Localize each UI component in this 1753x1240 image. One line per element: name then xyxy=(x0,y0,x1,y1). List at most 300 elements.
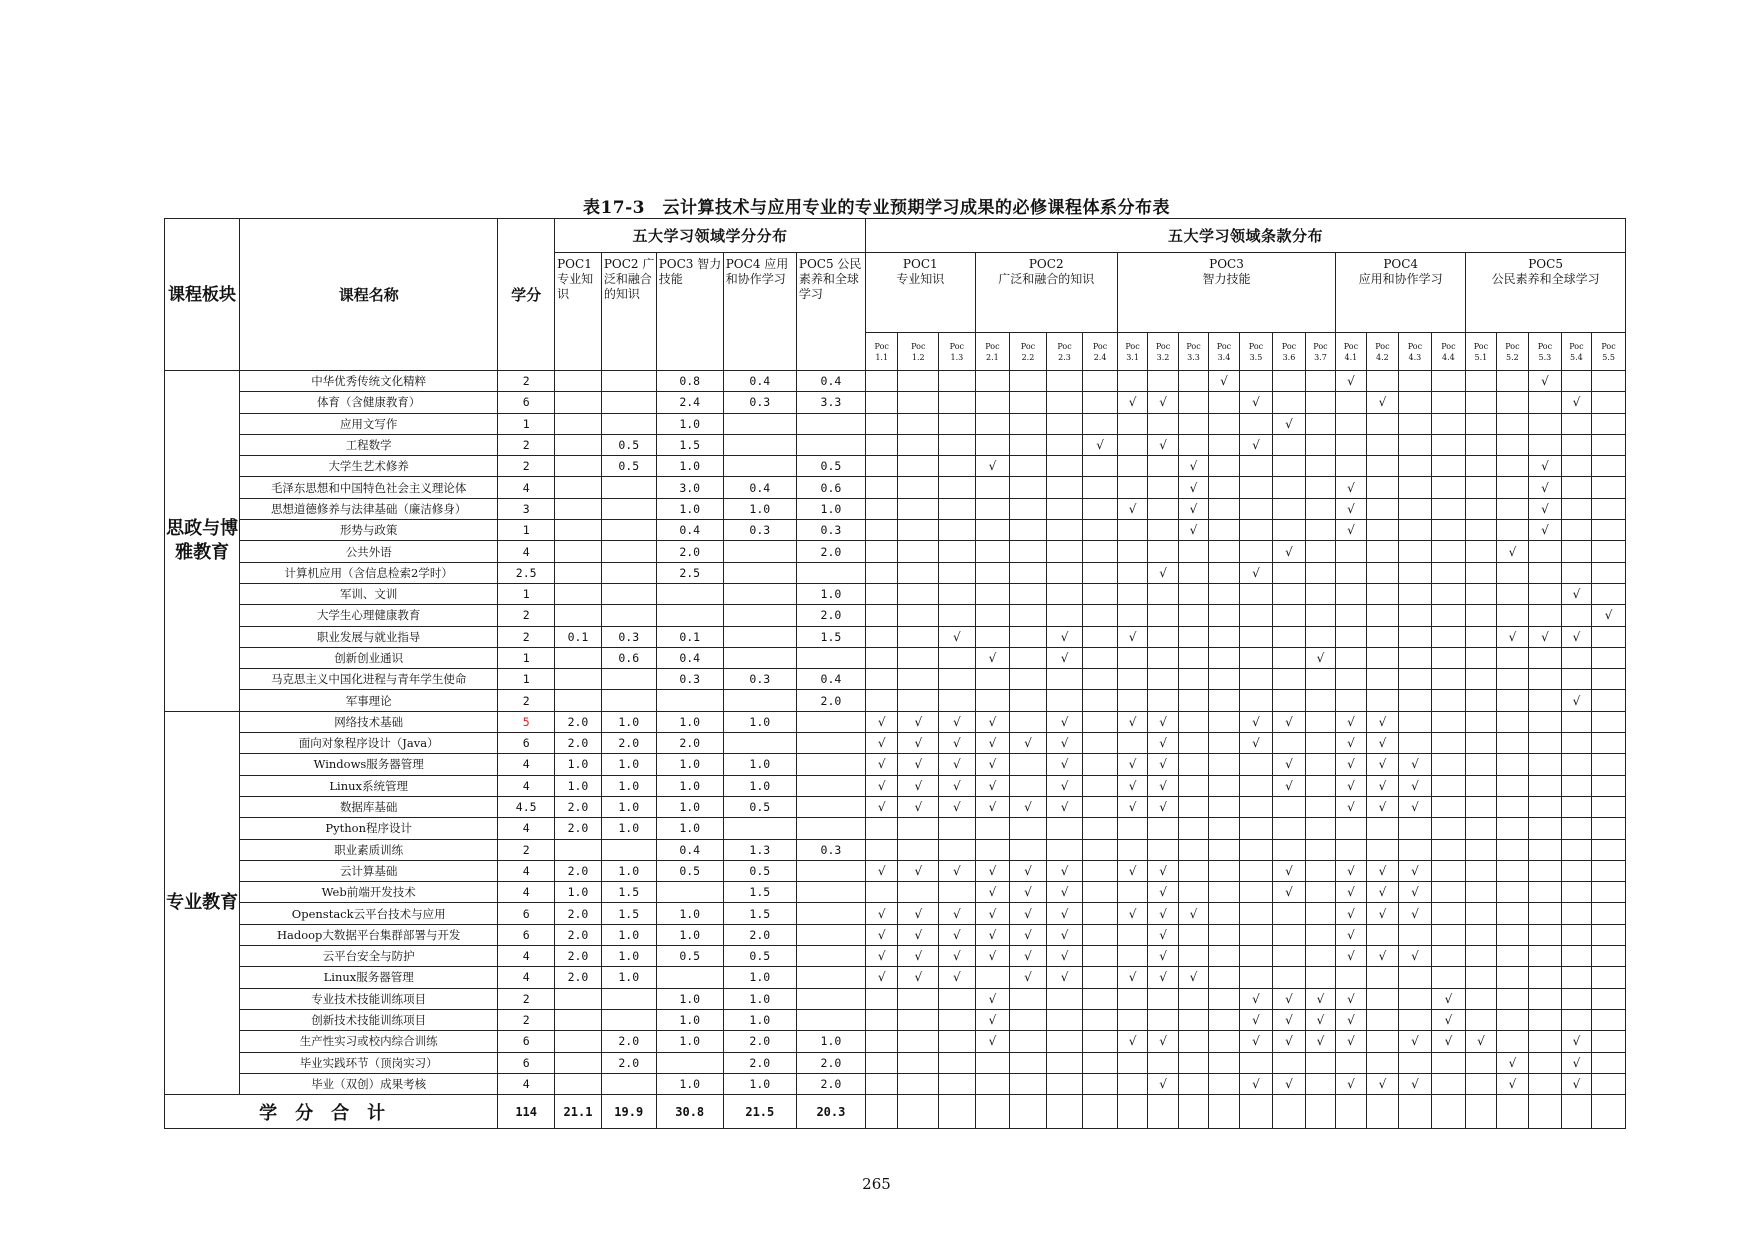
course-name-cell: Windows服务器管理 xyxy=(240,754,498,775)
clause-cell xyxy=(1209,967,1239,988)
clause-cell xyxy=(1046,583,1083,604)
clause-cell xyxy=(1273,626,1306,647)
table-row xyxy=(165,946,1626,967)
domain-credit-cell: 1.0 xyxy=(656,775,723,796)
clause-cell xyxy=(1083,903,1118,924)
clause-cell xyxy=(1431,434,1466,455)
clause-cell xyxy=(1366,669,1399,690)
clause-cell xyxy=(1592,796,1626,817)
clause-cell xyxy=(865,1073,898,1094)
clause-check-cell: √ xyxy=(975,1009,1010,1030)
clause-check-cell: √ xyxy=(939,711,976,732)
header-clause-item: Poc 3.3 xyxy=(1178,333,1208,371)
clause-check-cell: √ xyxy=(1561,690,1591,711)
clause-check-cell: √ xyxy=(975,924,1010,945)
clause-check-cell: √ xyxy=(1046,924,1083,945)
clause-cell xyxy=(1239,946,1273,967)
clause-cell xyxy=(1046,413,1083,434)
clause-cell xyxy=(1496,1031,1529,1052)
clause-cell xyxy=(1239,754,1273,775)
clause-check-cell: √ xyxy=(939,626,976,647)
clause-cell xyxy=(1592,498,1626,519)
total-clause-cell xyxy=(1592,1095,1626,1129)
clause-cell xyxy=(1529,839,1562,860)
clause-cell xyxy=(1466,924,1496,945)
clause-cell xyxy=(1178,647,1208,668)
clause-cell xyxy=(1431,775,1466,796)
clause-cell xyxy=(1561,988,1591,1009)
domain-credit-cell: 1.0 xyxy=(723,754,796,775)
clause-cell xyxy=(1148,690,1178,711)
clause-cell xyxy=(1083,818,1118,839)
clause-check-cell: √ xyxy=(1336,371,1366,392)
clause-cell xyxy=(1117,647,1147,668)
clause-cell xyxy=(1010,754,1047,775)
domain-credit-cell: 1.0 xyxy=(723,967,796,988)
clause-cell xyxy=(1117,434,1147,455)
clause-check-cell: √ xyxy=(865,733,898,754)
clause-cell xyxy=(898,583,939,604)
clause-cell xyxy=(1239,456,1273,477)
domain-credit-cell: 0.4 xyxy=(723,477,796,498)
domain-credit-cell xyxy=(796,924,865,945)
clause-check-cell: √ xyxy=(865,924,898,945)
domain-credit-cell: 2.0 xyxy=(601,1031,656,1052)
credits-cell: 4 xyxy=(498,967,555,988)
clause-cell xyxy=(1529,903,1562,924)
domain-credit-cell xyxy=(796,796,865,817)
total-clause-cell xyxy=(1209,1095,1239,1129)
clause-check-cell: √ xyxy=(1336,711,1366,732)
clause-cell xyxy=(865,1052,898,1073)
course-name-cell: 创新创业通识 xyxy=(240,647,498,668)
clause-cell xyxy=(1592,456,1626,477)
domain-credit-cell: 0.3 xyxy=(796,839,865,860)
clause-cell xyxy=(1010,392,1047,413)
clause-cell xyxy=(1529,860,1562,881)
clause-cell xyxy=(1592,583,1626,604)
clause-cell xyxy=(1209,818,1239,839)
clause-cell xyxy=(865,1031,898,1052)
domain-credit-cell: 0.6 xyxy=(601,647,656,668)
clause-cell xyxy=(975,690,1010,711)
course-name-cell: 数据库基础 xyxy=(240,796,498,817)
clause-cell xyxy=(1466,967,1496,988)
clause-cell xyxy=(1592,988,1626,1009)
clause-cell xyxy=(1010,456,1047,477)
clause-cell xyxy=(1592,733,1626,754)
credits-cell: 4 xyxy=(498,775,555,796)
clause-check-cell: √ xyxy=(1561,1052,1591,1073)
domain-credit-cell xyxy=(723,562,796,583)
clause-cell xyxy=(1178,988,1208,1009)
clause-cell xyxy=(1561,371,1591,392)
clause-cell xyxy=(1466,669,1496,690)
clause-cell xyxy=(1305,775,1335,796)
clause-cell xyxy=(1466,733,1496,754)
clause-check-cell: √ xyxy=(898,924,939,945)
clause-cell xyxy=(1466,903,1496,924)
domain-credit-cell: 2.0 xyxy=(796,690,865,711)
clause-check-cell: √ xyxy=(1046,711,1083,732)
domain-credit-cell xyxy=(723,733,796,754)
clause-cell xyxy=(939,477,976,498)
clause-cell xyxy=(1148,520,1178,541)
clause-cell xyxy=(1273,647,1306,668)
total-clause-cell xyxy=(939,1095,976,1129)
domain-credit-cell xyxy=(656,690,723,711)
clause-cell xyxy=(1178,605,1208,626)
domain-credit-cell: 2.0 xyxy=(601,733,656,754)
clause-cell xyxy=(1083,988,1118,1009)
clause-cell xyxy=(1046,988,1083,1009)
clause-cell xyxy=(939,1031,976,1052)
domain-credit-cell: 0.3 xyxy=(723,520,796,541)
header-clause-domain: POC2 广泛和融合的知识 xyxy=(975,253,1117,333)
clause-cell xyxy=(1399,498,1432,519)
clause-cell xyxy=(975,967,1010,988)
clause-cell xyxy=(1046,477,1083,498)
clause-cell xyxy=(1117,456,1147,477)
clause-cell xyxy=(1083,520,1118,541)
clause-check-cell: √ xyxy=(1366,903,1399,924)
domain-credit-cell xyxy=(601,1009,656,1030)
clause-cell xyxy=(1561,669,1591,690)
clause-cell xyxy=(1496,818,1529,839)
clause-cell xyxy=(1466,562,1496,583)
clause-cell xyxy=(1010,1052,1047,1073)
domain-credit-cell xyxy=(601,562,656,583)
domain-credit-cell: 1.0 xyxy=(601,924,656,945)
clause-check-cell: √ xyxy=(1273,1031,1306,1052)
clause-cell xyxy=(939,690,976,711)
domain-credit-cell xyxy=(796,733,865,754)
clause-cell xyxy=(1366,690,1399,711)
clause-cell xyxy=(1529,413,1562,434)
clause-cell xyxy=(1592,860,1626,881)
domain-credit-cell: 1.0 xyxy=(723,1073,796,1094)
clause-cell xyxy=(865,818,898,839)
domain-credit-cell: 0.5 xyxy=(656,860,723,881)
clause-check-cell: √ xyxy=(865,946,898,967)
clause-cell xyxy=(1431,562,1466,583)
clause-check-cell: √ xyxy=(1010,882,1047,903)
clause-cell xyxy=(1209,839,1239,860)
clause-check-cell: √ xyxy=(1399,1073,1432,1094)
clause-cell xyxy=(1239,605,1273,626)
clause-cell xyxy=(1083,733,1118,754)
domain-credit-cell: 1.0 xyxy=(723,775,796,796)
clause-cell xyxy=(1273,818,1306,839)
clause-cell xyxy=(1561,946,1591,967)
domain-credit-cell xyxy=(723,541,796,562)
clause-cell xyxy=(1239,498,1273,519)
clause-cell xyxy=(1046,392,1083,413)
header-clause-item: Poc 3.4 xyxy=(1209,333,1239,371)
clause-cell xyxy=(1083,1073,1118,1094)
clause-cell xyxy=(1178,690,1208,711)
clause-cell xyxy=(1209,605,1239,626)
clause-cell xyxy=(1592,967,1626,988)
clause-cell xyxy=(1178,1031,1208,1052)
clause-check-cell: √ xyxy=(1178,520,1208,541)
course-name-cell: 体育（含健康教育） xyxy=(240,392,498,413)
clause-cell xyxy=(1336,434,1366,455)
table-row xyxy=(165,690,1626,711)
domain-credit-cell: 1.0 xyxy=(601,775,656,796)
clause-cell xyxy=(1336,456,1366,477)
clause-check-cell: √ xyxy=(1148,903,1178,924)
clause-check-cell: √ xyxy=(1117,1031,1147,1052)
table-row xyxy=(165,392,1626,413)
clause-check-cell: √ xyxy=(1336,754,1366,775)
clause-check-cell: √ xyxy=(1239,1031,1273,1052)
clause-check-cell: √ xyxy=(975,456,1010,477)
clause-cell xyxy=(1010,520,1047,541)
clause-check-cell: √ xyxy=(1273,775,1306,796)
domain-credit-cell: 0.5 xyxy=(796,456,865,477)
table-row xyxy=(165,733,1626,754)
clause-cell xyxy=(975,413,1010,434)
clause-cell xyxy=(1083,860,1118,881)
clause-check-cell: √ xyxy=(1399,903,1432,924)
clause-cell xyxy=(1431,1073,1466,1094)
clause-check-cell: √ xyxy=(975,754,1010,775)
clause-cell xyxy=(1273,583,1306,604)
clause-cell xyxy=(939,583,976,604)
domain-credit-cell: 1.5 xyxy=(601,882,656,903)
clause-cell xyxy=(1466,988,1496,1009)
domain-credit-cell: 1.0 xyxy=(656,1031,723,1052)
clause-check-cell: √ xyxy=(1010,860,1047,881)
domain-credit-cell xyxy=(555,520,602,541)
table-row xyxy=(165,1052,1626,1073)
domain-credit-cell xyxy=(723,605,796,626)
clause-check-cell: √ xyxy=(1366,946,1399,967)
clause-cell xyxy=(1399,1052,1432,1073)
clause-check-cell: √ xyxy=(1336,477,1366,498)
clause-check-cell: √ xyxy=(1496,541,1529,562)
clause-cell xyxy=(975,392,1010,413)
clause-cell xyxy=(1431,541,1466,562)
header-clause-item: Poc 3.2 xyxy=(1148,333,1178,371)
clause-cell xyxy=(1273,392,1306,413)
clause-cell xyxy=(898,882,939,903)
clause-cell xyxy=(1010,690,1047,711)
domain-credit-cell: 2.5 xyxy=(656,562,723,583)
credits-cell: 4 xyxy=(498,818,555,839)
clause-cell xyxy=(1592,1052,1626,1073)
domain-credit-cell: 1.0 xyxy=(601,754,656,775)
clause-cell xyxy=(1178,839,1208,860)
clause-cell xyxy=(1529,647,1562,668)
domain-credit-cell: 1.0 xyxy=(601,860,656,881)
clause-cell xyxy=(1305,733,1335,754)
clause-cell xyxy=(1083,541,1118,562)
domain-credit-cell: 2.0 xyxy=(796,1052,865,1073)
clause-check-cell: √ xyxy=(975,733,1010,754)
domain-credit-cell xyxy=(796,882,865,903)
clause-cell xyxy=(1561,860,1591,881)
clause-cell xyxy=(1273,796,1306,817)
clause-check-cell: √ xyxy=(1046,946,1083,967)
clause-cell xyxy=(1592,882,1626,903)
clause-check-cell: √ xyxy=(1046,775,1083,796)
clause-cell xyxy=(1431,371,1466,392)
clause-check-cell: √ xyxy=(1431,988,1466,1009)
clause-cell xyxy=(898,413,939,434)
header-row-groups xyxy=(165,219,1626,253)
clause-check-cell: √ xyxy=(1178,477,1208,498)
table-row xyxy=(165,541,1626,562)
clause-check-cell: √ xyxy=(1117,775,1147,796)
clause-check-cell: √ xyxy=(1366,796,1399,817)
domain-credit-cell: 0.3 xyxy=(723,669,796,690)
header-credit-domain: POC2 广泛和融合的知识 xyxy=(601,253,656,371)
domain-credit-cell: 1.0 xyxy=(601,818,656,839)
clause-check-cell: √ xyxy=(1046,796,1083,817)
domain-credit-cell: 3.3 xyxy=(796,392,865,413)
clause-cell xyxy=(865,882,898,903)
clause-cell xyxy=(1239,520,1273,541)
table-row xyxy=(165,839,1626,860)
clause-check-cell: √ xyxy=(865,775,898,796)
clause-check-cell: √ xyxy=(1117,392,1147,413)
clause-check-cell: √ xyxy=(1273,1009,1306,1030)
domain-credit-cell: 2.0 xyxy=(555,818,602,839)
table-row xyxy=(165,669,1626,690)
clause-cell xyxy=(1273,434,1306,455)
clause-cell xyxy=(975,839,1010,860)
clause-cell xyxy=(1431,946,1466,967)
clause-check-cell: √ xyxy=(1336,903,1366,924)
clause-cell xyxy=(1083,477,1118,498)
domain-credit-cell xyxy=(796,903,865,924)
clause-cell xyxy=(1399,690,1432,711)
clause-cell xyxy=(1273,839,1306,860)
domain-credit-cell xyxy=(601,477,656,498)
clause-check-cell: √ xyxy=(1273,754,1306,775)
clause-cell xyxy=(1083,1052,1118,1073)
clause-cell xyxy=(1592,754,1626,775)
total-clause-cell xyxy=(1366,1095,1399,1129)
clause-cell xyxy=(1305,371,1335,392)
domain-credit-cell: 1.0 xyxy=(656,988,723,1009)
table-row xyxy=(165,711,1626,732)
domain-credit-cell: 1.0 xyxy=(656,711,723,732)
clause-cell xyxy=(1399,413,1432,434)
clause-check-cell: √ xyxy=(1305,647,1335,668)
clause-check-cell: √ xyxy=(1305,1031,1335,1052)
clause-check-cell: √ xyxy=(1148,1073,1178,1094)
domain-credit-cell: 1.0 xyxy=(796,498,865,519)
clause-cell xyxy=(1561,541,1591,562)
header-clause-domain: POC4 应用和协作学习 xyxy=(1336,253,1466,333)
clause-cell xyxy=(1209,1009,1239,1030)
clause-cell xyxy=(1592,839,1626,860)
clause-check-cell: √ xyxy=(1273,882,1306,903)
clause-check-cell: √ xyxy=(1010,733,1047,754)
domain-credit-cell: 2.0 xyxy=(723,924,796,945)
clause-cell xyxy=(1148,669,1178,690)
clause-cell xyxy=(1431,392,1466,413)
clause-cell xyxy=(1148,605,1178,626)
clause-cell xyxy=(1010,711,1047,732)
clause-cell xyxy=(1178,946,1208,967)
clause-cell xyxy=(1431,967,1466,988)
course-name-cell: 毕业（双创）成果考核 xyxy=(240,1073,498,1094)
clause-check-cell: √ xyxy=(1148,924,1178,945)
clause-check-cell: √ xyxy=(1046,967,1083,988)
domain-credit-cell: 1.5 xyxy=(601,903,656,924)
clause-check-cell: √ xyxy=(1431,1031,1466,1052)
table-title: 表17-3 云计算技术与应用专业的专业预期学习成果的必修课程体系分布表 xyxy=(582,198,1171,218)
clause-cell xyxy=(1592,392,1626,413)
clause-cell xyxy=(1117,818,1147,839)
clause-cell xyxy=(1431,924,1466,945)
header-clause-domain: POC3 智力技能 xyxy=(1117,253,1335,333)
clause-cell xyxy=(1209,477,1239,498)
domain-credit-cell xyxy=(601,988,656,1009)
clause-cell xyxy=(1046,541,1083,562)
clause-cell xyxy=(1496,371,1529,392)
clause-cell xyxy=(1466,413,1496,434)
clause-cell xyxy=(1083,882,1118,903)
domain-credit-cell: 2.0 xyxy=(555,733,602,754)
clause-cell xyxy=(1239,669,1273,690)
clause-cell xyxy=(1592,711,1626,732)
clause-cell xyxy=(1178,626,1208,647)
clause-check-cell: √ xyxy=(898,903,939,924)
clause-cell xyxy=(1046,371,1083,392)
domain-credit-cell: 1.0 xyxy=(656,413,723,434)
clause-cell xyxy=(1117,1052,1147,1073)
clause-cell xyxy=(1046,839,1083,860)
clause-cell xyxy=(1273,967,1306,988)
clause-cell xyxy=(1399,541,1432,562)
clause-check-cell: √ xyxy=(1366,882,1399,903)
domain-credit-cell: 0.8 xyxy=(656,371,723,392)
domain-credit-cell: 0.1 xyxy=(656,626,723,647)
clause-cell xyxy=(1431,520,1466,541)
domain-credit-cell: 1.0 xyxy=(656,456,723,477)
clause-check-cell: √ xyxy=(975,988,1010,1009)
domain-credit-cell: 1.0 xyxy=(601,967,656,988)
clause-cell xyxy=(1561,924,1591,945)
clause-cell xyxy=(1466,775,1496,796)
domain-credit-cell: 2.0 xyxy=(723,1031,796,1052)
clause-cell xyxy=(939,988,976,1009)
clause-cell xyxy=(1561,413,1591,434)
domain-credit-cell xyxy=(723,626,796,647)
clause-check-cell: √ xyxy=(898,775,939,796)
clause-cell xyxy=(1046,1073,1083,1094)
clause-cell xyxy=(1209,1031,1239,1052)
domain-credit-cell xyxy=(723,647,796,668)
clause-cell xyxy=(1305,413,1335,434)
clause-check-cell: √ xyxy=(1273,711,1306,732)
domain-credit-cell: 1.0 xyxy=(723,711,796,732)
clause-cell xyxy=(1399,626,1432,647)
domain-credit-cell: 1.0 xyxy=(723,988,796,1009)
clause-cell xyxy=(865,498,898,519)
course-name-cell: 大学生心理健康教育 xyxy=(240,605,498,626)
clause-check-cell: √ xyxy=(865,903,898,924)
clause-cell xyxy=(1305,796,1335,817)
clause-cell xyxy=(1209,754,1239,775)
domain-credit-cell: 0.5 xyxy=(656,946,723,967)
domain-credit-cell: 0.3 xyxy=(601,626,656,647)
